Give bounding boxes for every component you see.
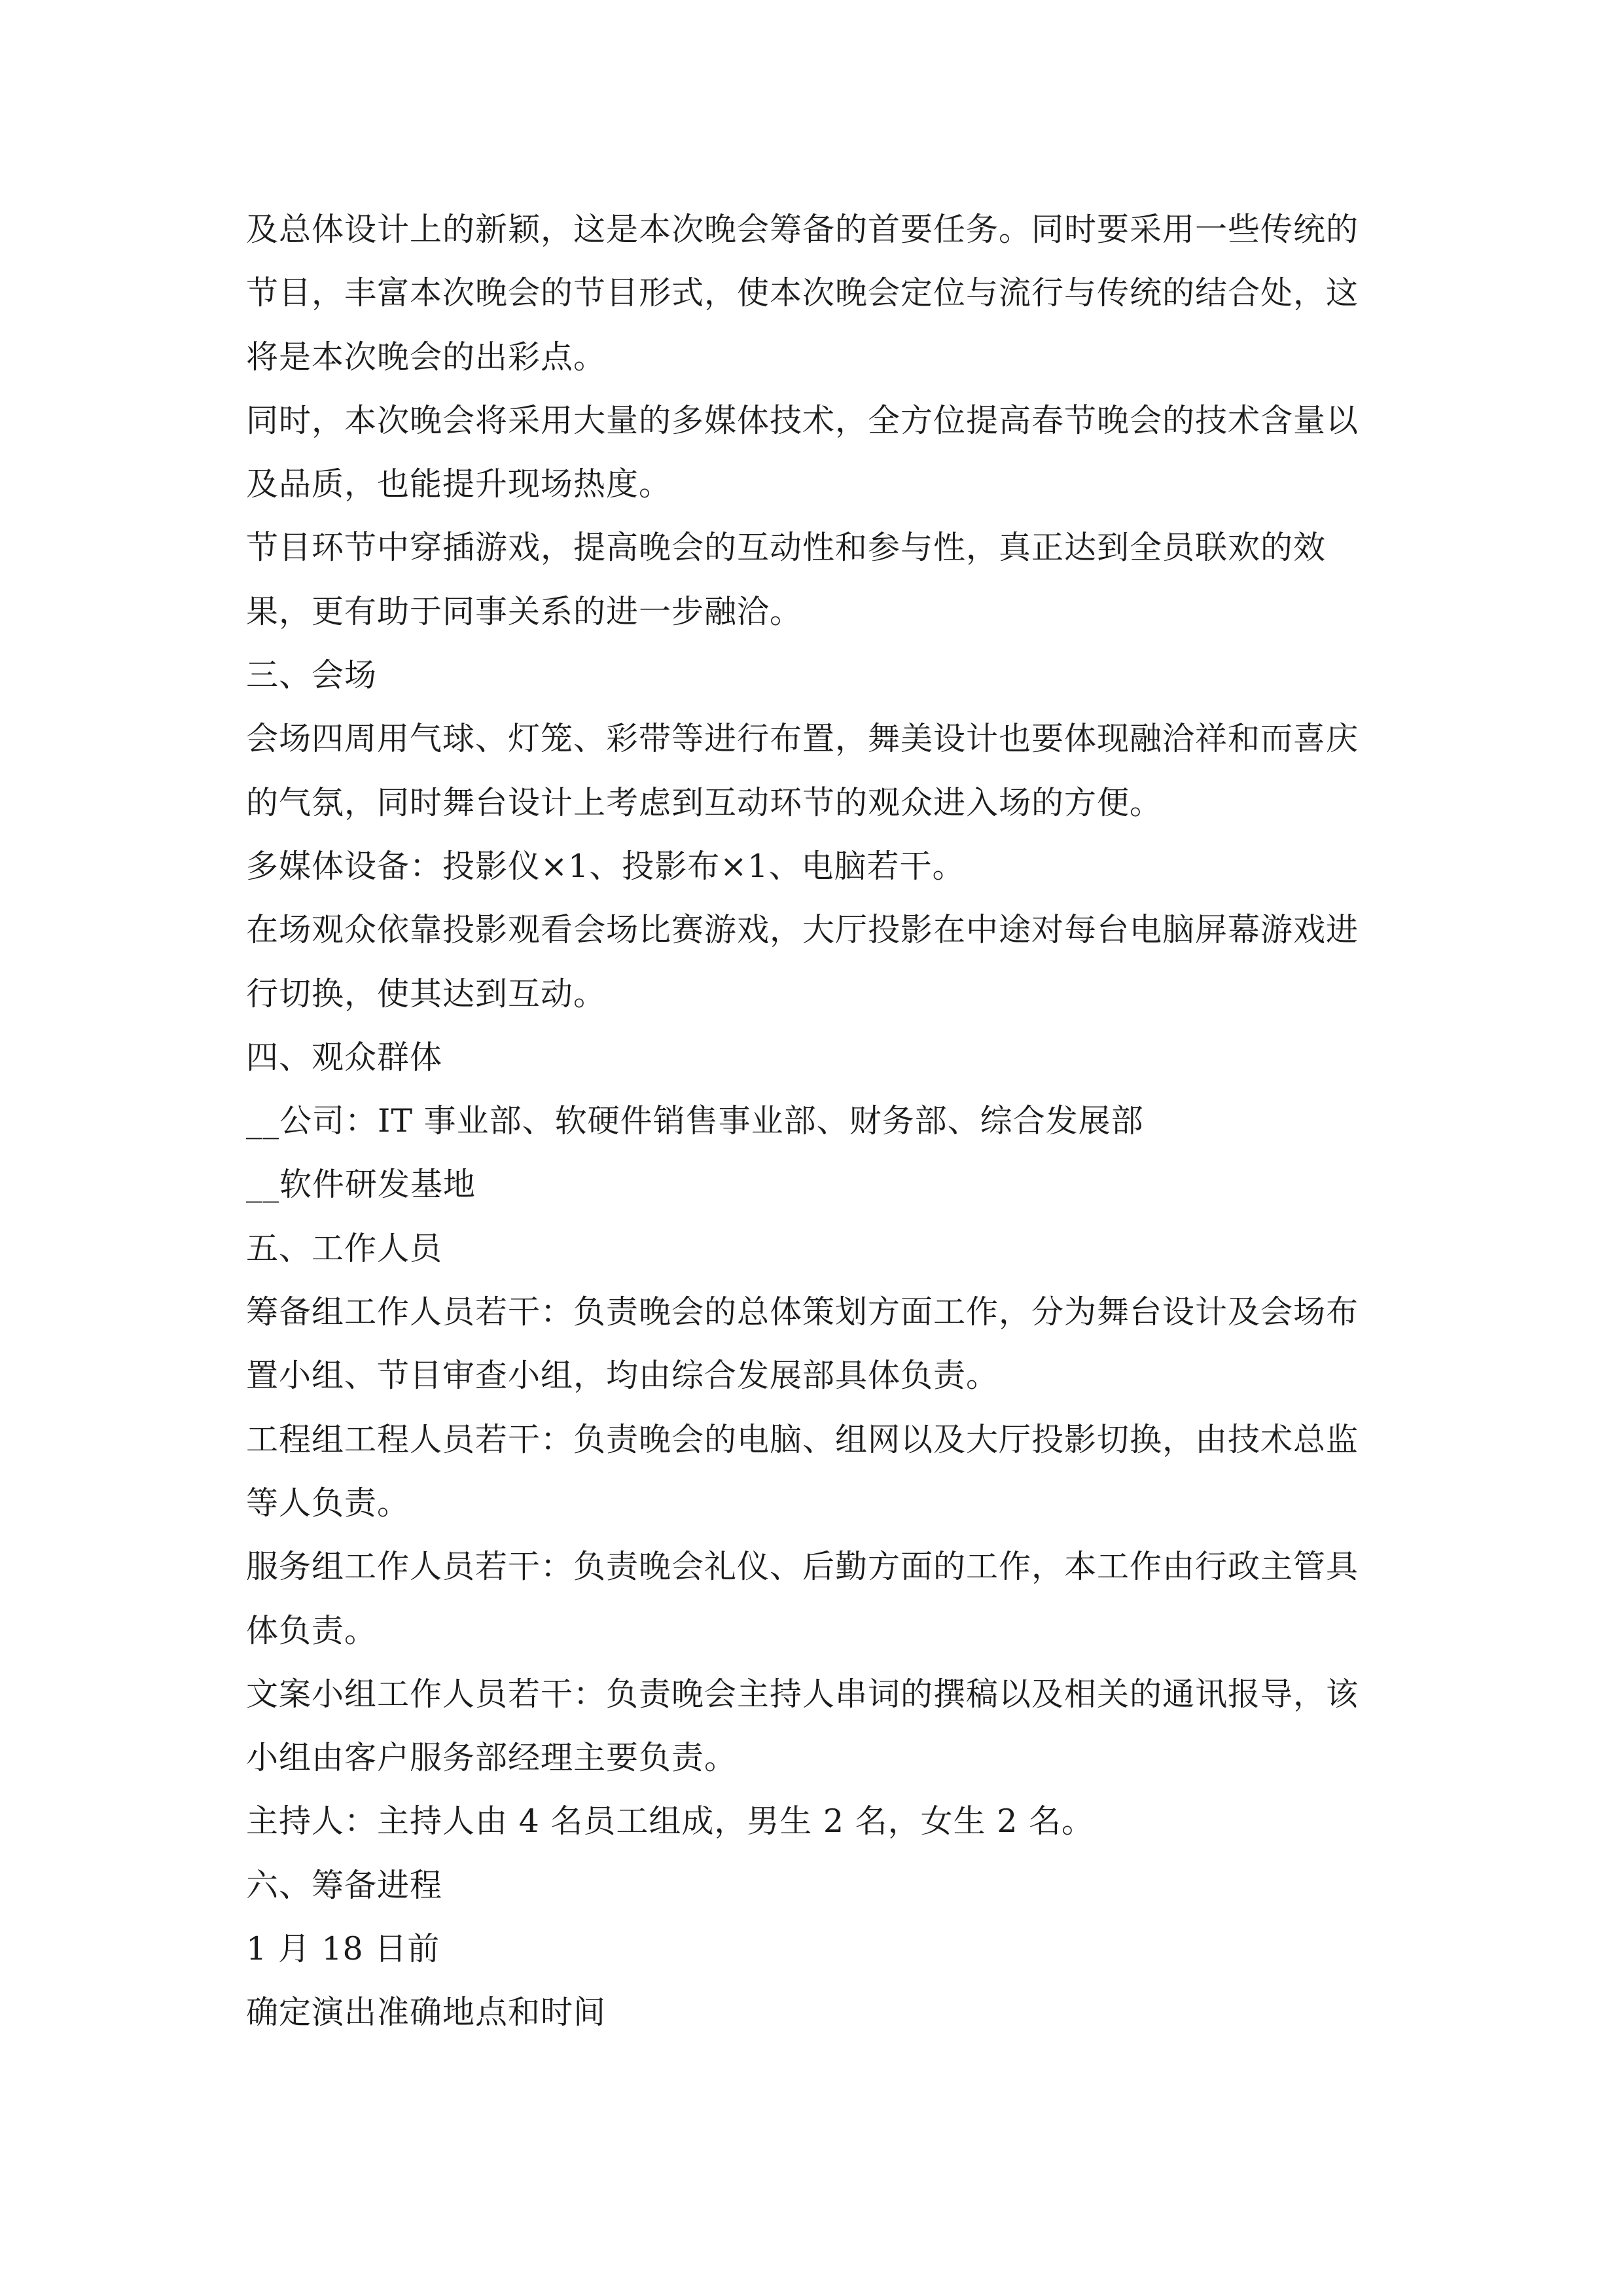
paragraph-staff-engineering: 工程组工程人员若干：负责晚会的电脑、组网以及大厅投影切换，由技术总监等人负责。 — [246, 1420, 1359, 1522]
paragraph-staff-copywriting: 文案小组工作人员若干：负责晚会主持人串词的撰稿以及相关的通讯报导，该小组由客户服务部经理主要负责。 — [246, 1675, 1359, 1777]
section-heading-staff: 五、工作人员 — [246, 1229, 443, 1267]
paragraph-schedule-task: 确定演出准确地点和时间 — [246, 1994, 607, 2032]
paragraph-games: 节目环节中穿插游戏，提高晚会的互动性和参与性，真正达到全员联欢的效果，更有助于同事关系的进一步融洽。 — [246, 529, 1327, 630]
section-heading-schedule: 六、筹备进程 — [246, 1866, 443, 1904]
paragraph-venue-decoration: 会场四周用气球、灯笼、彩带等进行布置，舞美设计也要体现融洽祥和而喜庆的气氛，同时舞台设计上考虑到互动环节的观众进入场的方便。 — [246, 720, 1359, 821]
paragraph-staff-service: 服务组工作人员若干：负责晚会礼仪、后勤方面的工作，本工作由行政主管具体负责。 — [246, 1548, 1359, 1649]
section-heading-venue: 三、会场 — [246, 656, 378, 694]
paragraph-staff-preparation: 筹备组工作人员若干：负责晚会的总体策划方面工作，分为舞台设计及会场布置小组、节目审查小组，均由综合发展部具体负责。 — [246, 1293, 1359, 1395]
paragraph-program-design: 及总体设计上的新颖，这是本次晚会筹备的首要任务。同时要采用一些传统的节目，丰富本次晚会的节目形式，使本次晚会定位与流行与传统的结合处，这将是本次晚会的出彩点。 — [246, 211, 1359, 376]
section-heading-audience: 四、观众群体 — [246, 1038, 443, 1076]
document-body — [246, 198, 1385, 2045]
paragraph-hosts: 主持人：主持人由 4 名员工组成，男生 2 名，女生 2 名。 — [246, 1803, 1094, 1840]
paragraph-multimedia-tech: 同时，本次晚会将采用大量的多媒体技术，全方位提高春节晚会的技术含量以及品质，也能提升现场热度。 — [246, 401, 1359, 503]
paragraph-audience-company: __公司：IT 事业部、软硬件销售事业部、财务部、综合发展部 — [246, 1102, 1144, 1140]
paragraph-audience-base: __软件研发基地 — [246, 1166, 476, 1204]
paragraph-multimedia-equipment: 多媒体设备：投影仪×1、投影布×1、电脑若干。 — [246, 847, 965, 885]
paragraph-audience-projection: 在场观众依靠投影观看会场比赛游戏，大厅投影在中途对每台电脑屏幕游戏进行切换，使其达到互动。 — [246, 911, 1359, 1013]
paragraph-schedule-date: 1 月 18 日前 — [246, 1930, 440, 1968]
